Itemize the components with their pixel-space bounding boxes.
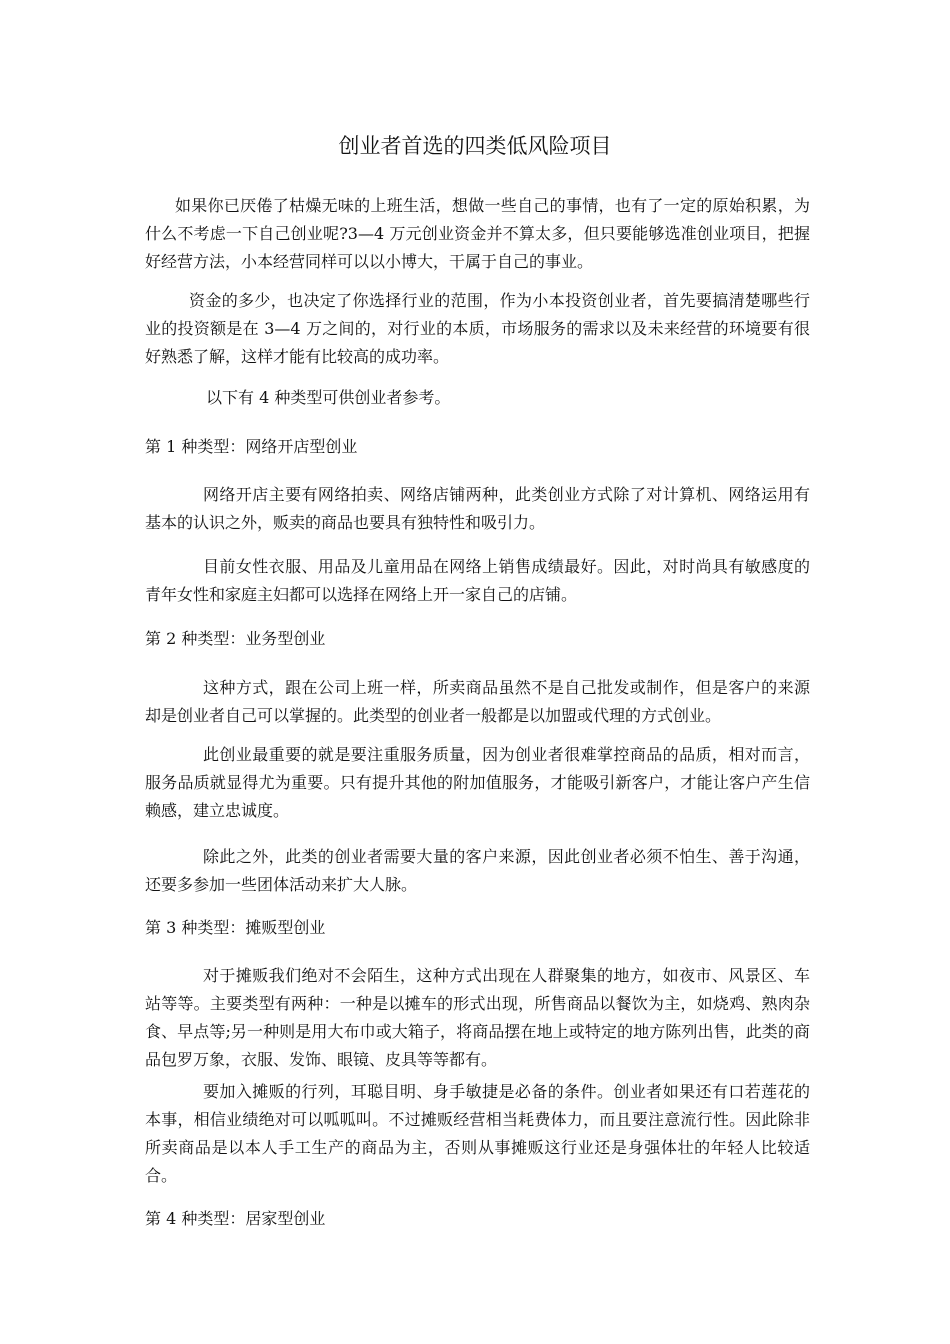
section-heading: 第 4 种类型：居家型创业	[145, 1209, 326, 1228]
section-paragraph: 目前女性衣服、用品及儿童用品在网络上销售成绩最好。因此，对时尚具有敏感度的青年女性和家庭主妇都可以选择在网络上开一家自己的店铺。	[145, 557, 810, 604]
section-paragraph: 除此之外，此类的创业者需要大量的客户来源，因此创业者必须不怕生、善于沟通，还要多参加一些团体活动来扩大人脉。	[145, 847, 810, 894]
section-paragraph: 网络开店主要有网络拍卖、网络店铺两种，此类创业方式除了对计算机、网络运用有基本的认识之外，贩卖的商品也要具有独特性和吸引力。	[145, 485, 810, 532]
document-title: 创业者首选的四类低风险项目	[338, 134, 612, 158]
section-heading: 第 2 种类型：业务型创业	[145, 629, 326, 648]
section-paragraph: 要加入摊贩的行列，耳聪目明、身手敏捷是必备的条件。创业者如果还有口若莲花的本事，相信业绩绝对可以呱呱叫。不过摊贩经营相当耗费体力，而且要注意流行性。因此除非所卖商品是以本人手工生产的商品为主，否则从事摊贩这行业还是身强体壮的年轻人比较适合。	[145, 1082, 810, 1185]
section-paragraph: 这种方式，跟在公司上班一样，所卖商品虽然不是自己批发或制作，但是客户的来源却是创业者自己可以掌握的。此类型的创业者一般都是以加盟或代理的方式创业。	[145, 678, 810, 725]
section-heading: 第 1 种类型：网络开店型创业	[145, 437, 358, 456]
section-paragraph: 对于摊贩我们绝对不会陌生，这种方式出现在人群聚集的地方，如夜市、风景区、车站等等。主要类型有两种：一种是以摊车的形式出现，所售商品以餐饮为主，如烧鸡、熟肉杂食、早点等;另一种则是用大布巾或大箱子，将商品摆在地上或特定的地方陈列出售，此类的商品包罗万象，衣服、发饰、眼镜、皮具等等都有。	[145, 966, 810, 1069]
intro-paragraph: 如果你已厌倦了枯燥无味的上班生活，想做一些自己的事情，也有了一定的原始积累，为什么不考虑一下自己创业呢?3—4 万元创业资金并不算太多，但只要能够选准创业项目，把握好经营方法，小本经营同样可以以小博大，干属于自己的事业。	[145, 196, 810, 271]
section-paragraph: 此创业最重要的就是要注重服务质量，因为创业者很难掌控商品的品质，相对而言，服务品质就显得尤为重要。只有提升其他的附加值服务，才能吸引新客户，才能让客户产生信赖感，建立忠诚度。	[145, 745, 810, 820]
section-heading: 第 3 种类型：摊贩型创业	[145, 918, 326, 937]
intro-paragraph: 以下有 4 种类型可供创业者参考。	[206, 388, 451, 407]
intro-paragraph: 资金的多少，也决定了你选择行业的范围，作为小本投资创业者，首先要搞清楚哪些行业的投资额是在 3—4 万之间的，对行业的本质，市场服务的需求以及未来经营的环境要有很好熟悉了解，这样才能有比较高的成功率。	[145, 291, 810, 366]
